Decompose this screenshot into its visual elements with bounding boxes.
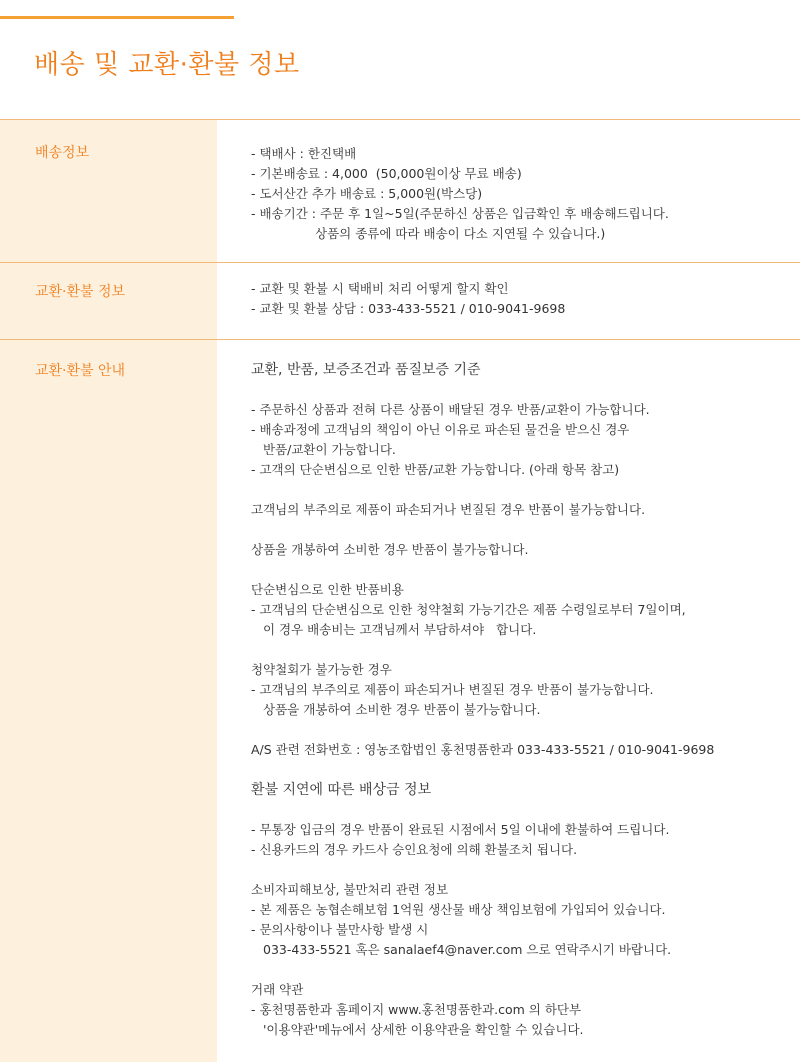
withdraw-line: - 고객님의 부주의로 제품이 파손되거나 변질된 경우 반품이 불가능합니다. — [251, 682, 654, 697]
exchange-label: 교환·환불 정보 — [0, 263, 217, 339]
guide-list-item: - 고객의 단순변심으로 인한 반품/교환 가능합니다. (아래 항목 참고) — [251, 462, 620, 477]
exchange-line: - 교환 및 환불 시 택배비 처리 어떻게 할지 확인 — [251, 281, 509, 296]
guide-paragraph: 고객님의 부주의로 제품이 파손되거나 변질된 경우 반품이 불가능합니다. — [251, 502, 646, 517]
guide-paragraph: 상품을 개봉하여 소비한 경우 반품이 불가능합니다. — [251, 542, 529, 557]
withdraw-title: 청약철회가 불가능한 경우 — [251, 662, 392, 677]
guide-list-item: - 배송과정에 고객님의 책임이 아닌 이유로 파손된 물건을 받으신 경우 — [251, 422, 630, 437]
consumer-line: - 문의사항이나 불만사항 발생 시 — [251, 922, 429, 937]
terms-line: - 홍천명품한과 홈페이지 www.홍천명품한과.com 의 하단부 — [251, 1002, 582, 1017]
shipping-line: 상품의 종류에 따라 배송이 다소 지연될 수 있습니다.) — [315, 226, 606, 241]
guide-section — [0, 340, 800, 1062]
refund-cost-line: 이 경우 배송비는 고객님께서 부담하셔야 합니다. — [263, 622, 537, 637]
top-accent-bar — [0, 16, 234, 19]
withdraw-line: 상품을 개봉하여 소비한 경우 반품이 불가능합니다. — [263, 702, 541, 717]
page-title: 배송 및 교환·환불 정보 — [34, 50, 300, 80]
terms-line: '이용약관'메뉴에서 상세한 이용약관을 확인할 수 있습니다. — [263, 1022, 584, 1037]
shipping-line: - 기본배송료 : 4,000 (50,000원이상 무료 배송) — [251, 166, 522, 181]
exchange-section — [0, 263, 800, 340]
exchange-content — [217, 263, 800, 339]
shipping-section — [0, 120, 800, 263]
consumer-line: 033-433-5521 혹은 sanalaef4@naver.com 으로 연락주시기 바랍니다. — [263, 942, 672, 957]
guide-label: 교환·환불 안내 — [0, 340, 217, 1062]
shipping-content — [217, 120, 800, 262]
refund-cost-line: - 고객님의 단순변심으로 인한 청약철회 가능기간은 제품 수령일로부터 7일이며, — [251, 602, 686, 617]
guide-content — [217, 340, 800, 1062]
consumer-title: 소비자피해보상, 불만처리 관련 정보 — [251, 882, 449, 897]
delay-list-item: - 신용카드의 경우 카드사 승인요청에 의해 환불조치 됩니다. — [251, 842, 578, 857]
as-contact-line: A/S 관련 전화번호 : 영농조합법인 홍천명품한과 033-433-5521 / 010-9041-9698 — [251, 742, 715, 757]
shipping-line: - 택배사 : 한진택배 — [251, 146, 357, 161]
consumer-line: - 본 제품은 농협손해보험 1억원 생산물 배상 책임보험에 가입되어 있습니다. — [251, 902, 666, 917]
shipping-line: - 도서산간 추가 배송료 : 5,000원(박스당) — [251, 186, 483, 201]
exchange-line: - 교환 및 환불 상담 : 033-433-5521 / 010-9041-9698 — [251, 301, 566, 316]
delay-heading: 환불 지연에 따른 배상금 정보 — [251, 782, 432, 798]
delay-list-item: - 무통장 입금의 경우 반품이 완료된 시점에서 5일 이내에 환불하여 드립니다. — [251, 822, 670, 837]
shipping-label: 배송정보 — [0, 120, 217, 262]
refund-cost-title: 단순변심으로 인한 반품비용 — [251, 582, 404, 597]
info-table — [0, 119, 800, 1063]
guide-list-item: - 주문하신 상품과 전혀 다른 상품이 배달된 경우 반품/교환이 가능합니다. — [251, 402, 650, 417]
guarantee-heading: 교환, 반품, 보증조건과 품질보증 기준 — [251, 362, 481, 378]
shipping-line: - 배송기간 : 주문 후 1일~5일(주문하신 상품은 입금확인 후 배송해드립니다. — [251, 206, 669, 221]
terms-title: 거래 약관 — [251, 982, 304, 997]
guide-list-item: 반품/교환이 가능합니다. — [263, 442, 396, 457]
